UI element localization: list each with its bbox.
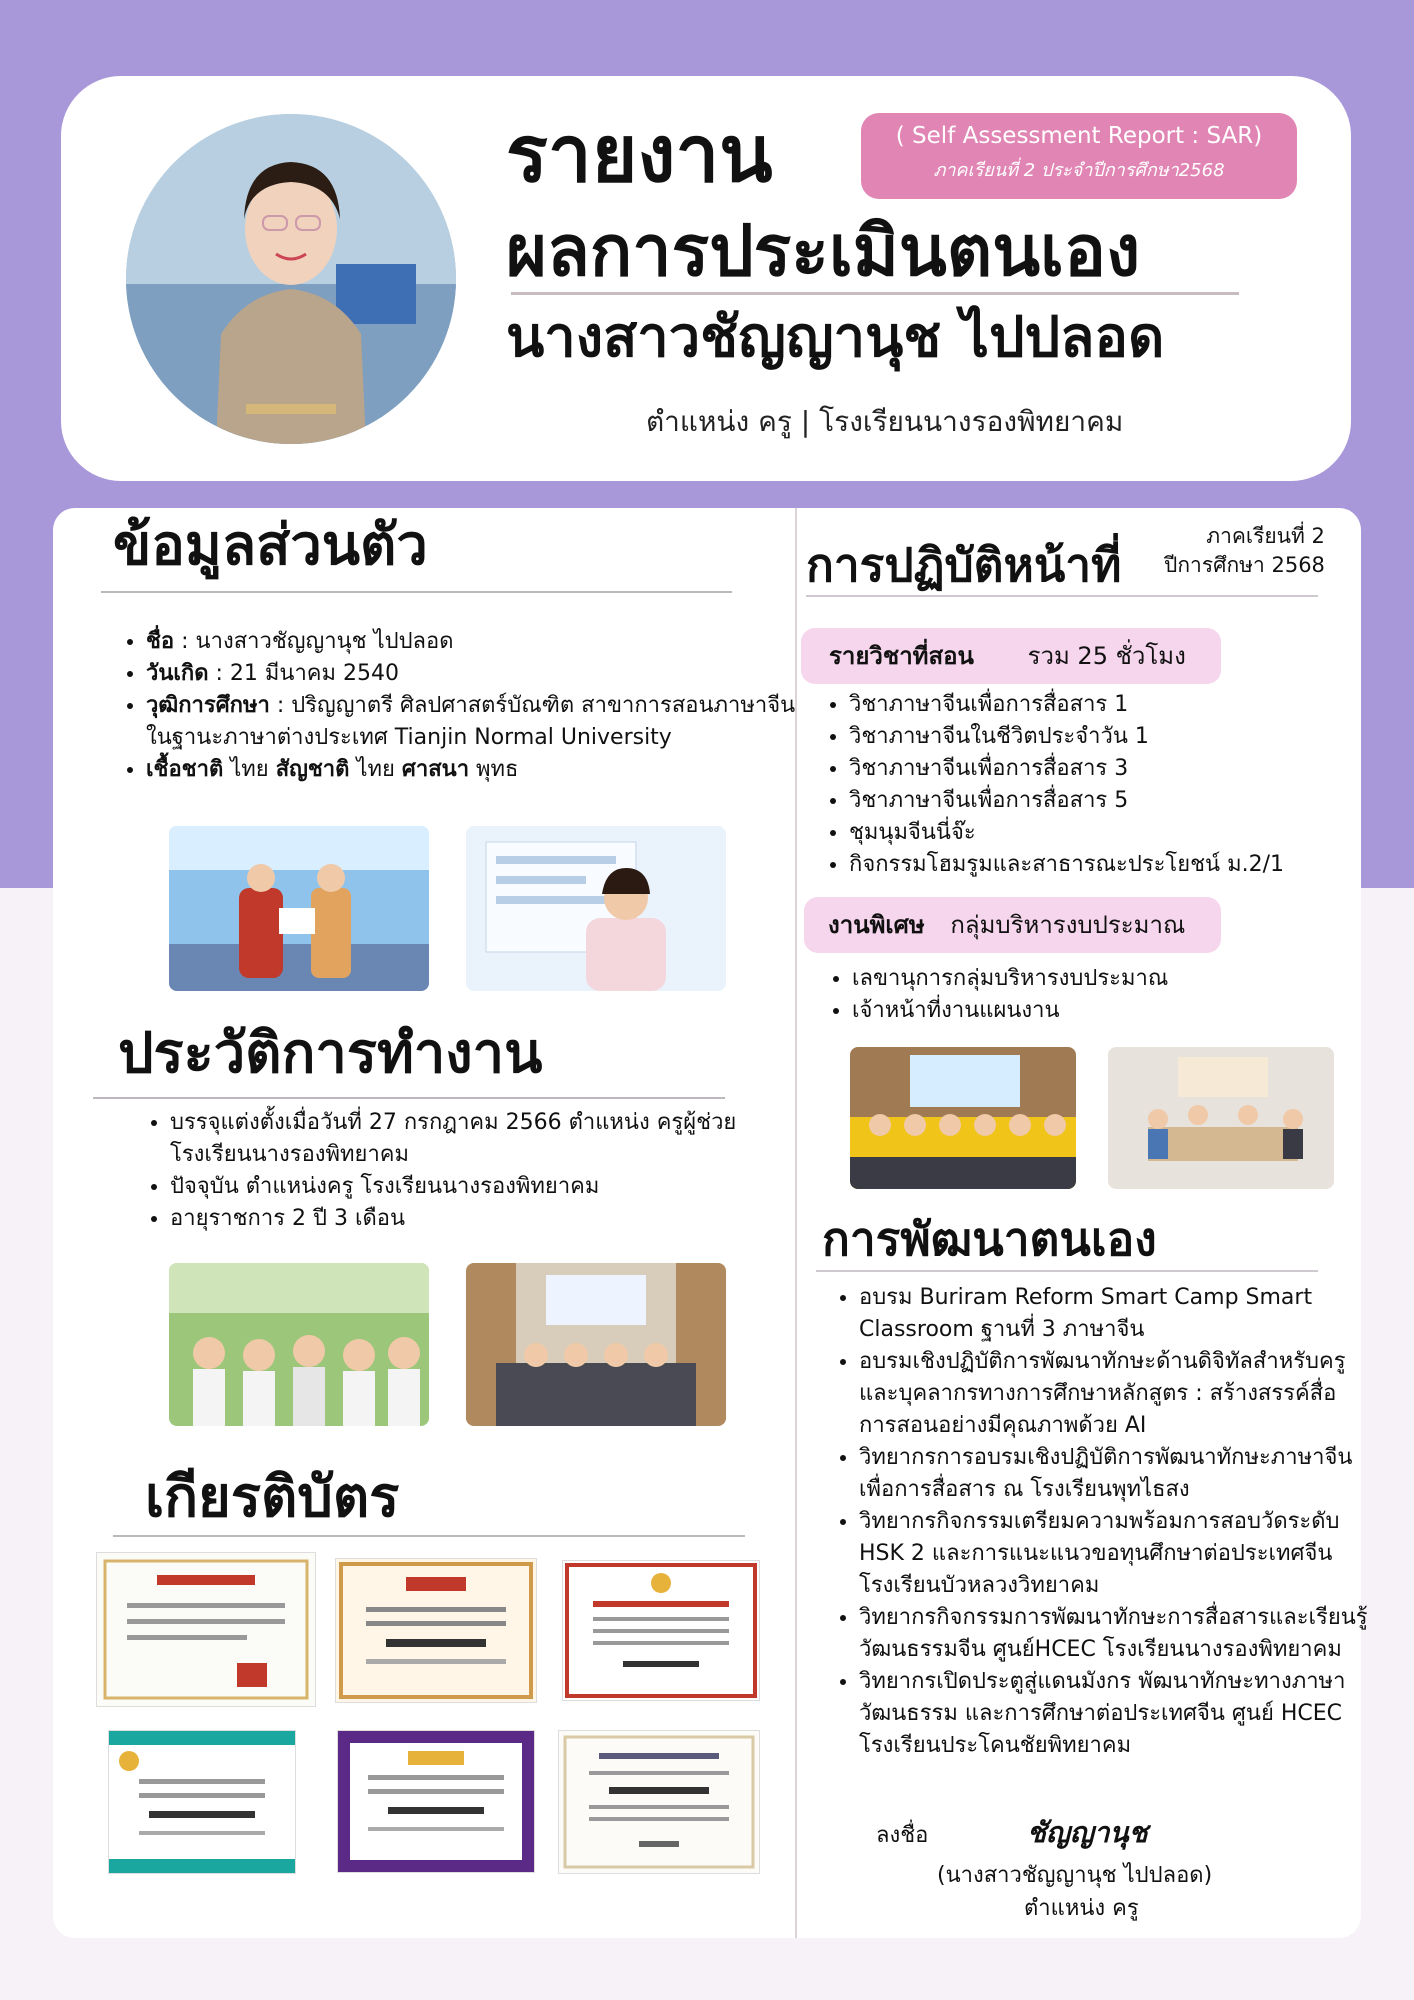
certificates-underline — [113, 1535, 745, 1537]
teacher-name: นางสาวชัญญานุช ไปปลอด — [506, 305, 1165, 370]
subjects-list — [821, 689, 1339, 881]
list-item: • วันเกิด : 21 มีนาคม 2540 — [146, 658, 796, 690]
duties-term — [1164, 522, 1325, 580]
list-item: • บรรจุแต่งตั้งเมื่อวันที่ 27 กรกฎาคม 2566 ตำแหน่ง ครูผู้ช่วย โรงเรียนนางรองพิทยาคม — [170, 1107, 790, 1171]
list-item: • วิชาภาษาจีนเพื่อการสื่อสาร 1 — [849, 689, 1339, 721]
personal-info-list — [118, 626, 796, 786]
work-history-title: ประวัติการทำงาน — [118, 1021, 543, 1086]
meeting-room-photo — [1108, 1047, 1334, 1189]
personal-info-title: ข้อมูลส่วนตัว — [113, 513, 428, 578]
speaking-photo — [466, 826, 726, 991]
sar-badge-line1: ( Self Assessment Report : SAR) — [895, 123, 1263, 149]
duties-underline — [806, 595, 1318, 597]
certificate-thai-3 — [558, 1730, 760, 1874]
signature-name: ชัญญานุช — [1027, 1816, 1148, 1849]
duties-year: ปีการศึกษา 2568 — [1164, 553, 1325, 577]
teacher-portrait — [126, 114, 456, 444]
list-item: • เจ้าหน้าที่งานแผนงาน — [852, 995, 1322, 1027]
header-card — [61, 76, 1351, 481]
sar-badge — [861, 113, 1297, 199]
list-item: • ปัจจุบัน ตำแหน่งครู โรงเรียนนางรองพิทยาคม — [170, 1171, 790, 1203]
list-item: • ชื่อ : นางสาวชัญญานุช ไปปลอด — [146, 626, 796, 658]
sar-badge-line2: ภาคเรียนที่ 2 ประจำปีการศึกษา2568 — [933, 160, 1225, 181]
list-item: • อบรมเชิงปฏิบัติการพัฒนาทักษะด้านดิจิทัลสำหรับครูและบุคลากรทางการศึกษาหลักสูตร : สร้างสรรค์สื่อการสอนอย่างมีคุณภาพด้วย AI — [859, 1346, 1369, 1442]
work-history-underline — [93, 1097, 725, 1099]
special-duty-label: งานพิเศษ — [828, 911, 925, 939]
list-item: • วุฒิการศึกษา : ปริญญาตรี ศิลปศาสตร์บัณฑิต สาขาการสอนภาษาจีนในฐานะภาษาต่างประเทศ Tianjin Normal University — [146, 690, 796, 754]
list-item: • เชื้อชาติ ไทย สัญชาติ ไทย ศาสนา พุทธ — [146, 754, 796, 786]
list-item: • ชุมนุมจีนนี่จ๊ะ — [849, 817, 1339, 849]
meeting-group-photo — [850, 1047, 1076, 1189]
list-item: • อายุราชการ 2 ปี 3 เดือน — [170, 1203, 790, 1235]
duties-title: การปฏิบัติหน้าที่ — [806, 538, 1122, 592]
staff-group-photo — [466, 1263, 726, 1426]
signature-full-name: (นางสาวชัญญานุช ไปปลอด) — [937, 1863, 1213, 1888]
certificate-chinese-1 — [96, 1552, 316, 1707]
certificate-hcec — [337, 1730, 535, 1873]
subjects-pill — [801, 628, 1221, 684]
special-duty-pill — [804, 897, 1221, 953]
list-item: • วิทยากรการอบรมเชิงปฏิบัติการพัฒนาทักษะภาษาจีนเพื่อการสื่อสาร ณ โรงเรียนพุทไธสง — [859, 1442, 1369, 1506]
certificates-title: เกียรติบัตร — [145, 1465, 400, 1530]
list-item: • วิทยากรเปิดประตูสู่แดนมังกร พัฒนาทักษะทางภาษา วัฒนธรรม และการศึกษาต่อประเทศจีน ศูนย์ HCEC โรงเรียนประโคนชัยพิทยาคม — [859, 1666, 1369, 1762]
special-duty-list — [824, 963, 1322, 1027]
duties-semester: ภาคเรียนที่ 2 — [1206, 524, 1325, 548]
list-item: • กิจกรรมโฮมรูมและสาธารณะประโยชน์ ม.2/1 — [849, 849, 1339, 881]
students-photo — [169, 1263, 429, 1426]
title-underline — [511, 292, 1239, 295]
certificate-chinese-2 — [335, 1558, 537, 1703]
list-item: • วิชาภาษาจีนเพื่อการสื่อสาร 3 — [849, 753, 1339, 785]
development-underline — [816, 1270, 1318, 1272]
list-item: • วิทยากรกิจกรรมการพัฒนาทักษะการสื่อสารและเรียนรู้วัฒนธรรมจีน ศูนย์HCEC โรงเรียนนางรองพิทยาคม — [859, 1602, 1369, 1666]
subjects-label: รายวิชาที่สอน — [829, 642, 974, 670]
personal-info-underline — [101, 591, 732, 593]
certificate-thai-1 — [562, 1560, 760, 1701]
certificate-thai-2 — [108, 1730, 296, 1874]
list-item: • เลขานุการกลุ่มบริหารงบประมาณ — [852, 963, 1322, 995]
signature-label: ลงชื่อ — [876, 1823, 929, 1848]
list-item: • วิทยากรกิจกรรมเตรียมความพร้อมการสอบวัดระดับ HSK 2 และการแนะแนวขอทุนศึกษาต่อประเทศจีน โรงเรียนบัวหลวงวิทยาคม — [859, 1506, 1369, 1602]
development-list — [831, 1282, 1369, 1762]
list-item: • อบรม Buriram Reform Smart Camp Smart Classroom ฐานที่ 3 ภาษาจีน — [859, 1282, 1369, 1346]
report-title: รายงาน — [506, 110, 773, 200]
list-item: • วิชาภาษาจีนเพื่อการสื่อสาร 5 — [849, 785, 1339, 817]
teacher-position: ตำแหน่ง ครู | โรงเรียนนางรองพิทยาคม — [646, 405, 1124, 438]
list-item: • วิชาภาษาจีนในชีวิตประจำวัน 1 — [849, 721, 1339, 753]
work-history-list — [142, 1107, 790, 1235]
signature-position: ตำแหน่ง ครู — [1024, 1896, 1139, 1921]
subjects-total: รวม 25 ชั่วโมง — [1027, 642, 1186, 670]
special-duty-group: กลุ่มบริหารงบประมาณ — [950, 911, 1186, 939]
development-title: การพัฒนาตนเอง — [822, 1212, 1157, 1266]
award-ceremony-photo — [169, 826, 429, 991]
report-subtitle: ผลการประเมินตนเอง — [506, 210, 1141, 292]
